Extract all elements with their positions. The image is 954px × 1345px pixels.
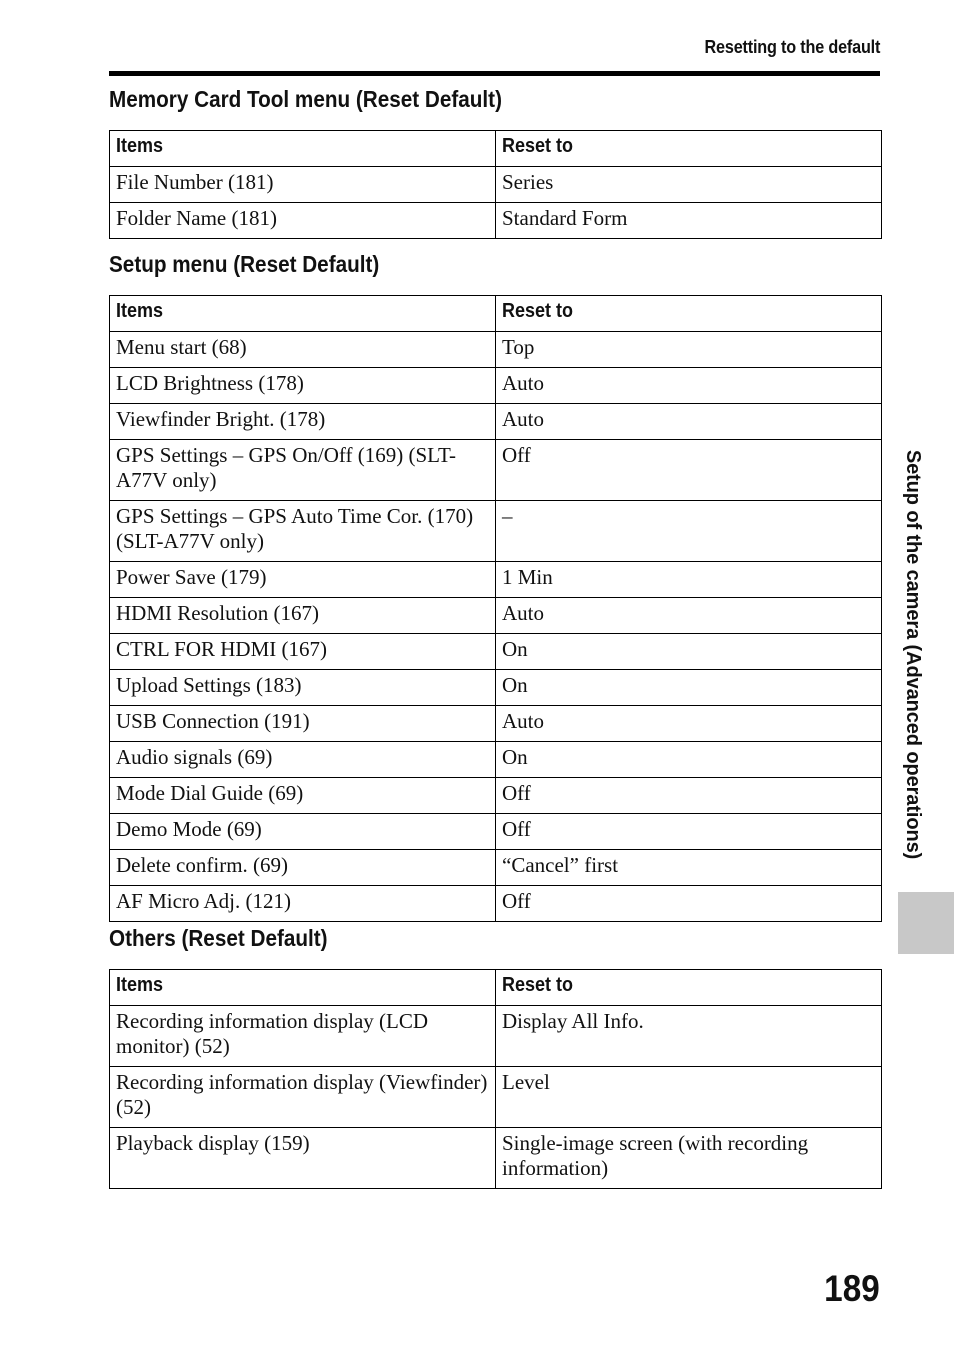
table-row [110, 670, 882, 706]
item-cell: Mode Dial Guide (69) [110, 778, 496, 814]
column-header-reset-to: Reset to [496, 131, 882, 167]
table-row [110, 332, 882, 368]
table-row [110, 404, 882, 440]
reset-cell: Off [496, 778, 882, 814]
reset-cell: “Cancel” first [496, 850, 882, 886]
item-cell: GPS Settings – GPS On/Off (169) (SLT-A77V only) [110, 440, 496, 501]
table-row [110, 1128, 882, 1189]
item-cell: Recording information display (LCD monitor) (52) [110, 1006, 496, 1067]
column-header-items: Items [110, 131, 496, 167]
table-header-row [110, 970, 882, 1006]
reset-cell: Level [496, 1067, 882, 1128]
item-cell: USB Connection (191) [110, 706, 496, 742]
reset-cell: On [496, 670, 882, 706]
reset-cell: Auto [496, 706, 882, 742]
section-title-setup-menu: Setup menu (Reset Default) [109, 251, 380, 277]
item-cell: Upload Settings (183) [110, 670, 496, 706]
item-cell: Recording information display (Viewfinder) (52) [110, 1067, 496, 1128]
reset-cell: Off [496, 886, 882, 922]
reset-cell: Top [496, 332, 882, 368]
reset-cell: Display All Info. [496, 1006, 882, 1067]
section-title-memory-card-tool: Memory Card Tool menu (Reset Default) [109, 86, 502, 112]
running-header: Resetting to the default [704, 37, 880, 57]
others-table [109, 969, 882, 1189]
item-cell: Folder Name (181) [110, 203, 496, 239]
side-chapter-tab [898, 892, 954, 954]
reset-cell: On [496, 742, 882, 778]
column-header-reset-to: Reset to [496, 296, 882, 332]
reset-cell: Series [496, 167, 882, 203]
item-cell: Audio signals (69) [110, 742, 496, 778]
reset-cell: Auto [496, 404, 882, 440]
item-cell: Playback display (159) [110, 1128, 496, 1189]
table-header-row [110, 131, 882, 167]
table-header-row [110, 296, 882, 332]
item-cell: Demo Mode (69) [110, 814, 496, 850]
table-row [110, 850, 882, 886]
table-row [110, 886, 882, 922]
side-chapter-label-text: Setup of the camera (Advanced operations) [902, 449, 925, 859]
table-row [110, 1006, 882, 1067]
table-row [110, 368, 882, 404]
item-cell: Power Save (179) [110, 562, 496, 598]
reset-cell: Auto [496, 368, 882, 404]
reset-cell: 1 Min [496, 562, 882, 598]
column-header-items: Items [110, 296, 496, 332]
table-row [110, 167, 882, 203]
table-row [110, 440, 882, 501]
reset-cell: Off [496, 814, 882, 850]
item-cell: AF Micro Adj. (121) [110, 886, 496, 922]
item-cell: Viewfinder Bright. (178) [110, 404, 496, 440]
item-cell: Delete confirm. (69) [110, 850, 496, 886]
table-row [110, 598, 882, 634]
table-row [110, 814, 882, 850]
column-header-reset-to: Reset to [496, 970, 882, 1006]
reset-cell: Single-image screen (with recording information) [496, 1128, 882, 1189]
item-cell: LCD Brightness (178) [110, 368, 496, 404]
table-row [110, 742, 882, 778]
reset-cell: – [496, 501, 882, 562]
table-row [110, 706, 882, 742]
table-row [110, 203, 882, 239]
header-rule [109, 71, 880, 76]
item-cell: File Number (181) [110, 167, 496, 203]
side-chapter-label [898, 438, 928, 870]
setup-menu-table [109, 295, 882, 922]
section-title-others: Others (Reset Default) [109, 925, 328, 951]
page-number: 189 [824, 1268, 880, 1309]
table-row [110, 778, 882, 814]
reset-cell: On [496, 634, 882, 670]
item-cell: Menu start (68) [110, 332, 496, 368]
reset-cell: Off [496, 440, 882, 501]
item-cell: GPS Settings – GPS Auto Time Cor. (170) (SLT-A77V only) [110, 501, 496, 562]
table-row [110, 1067, 882, 1128]
table-row [110, 501, 882, 562]
table-row [110, 562, 882, 598]
reset-cell: Standard Form [496, 203, 882, 239]
table-row [110, 634, 882, 670]
item-cell: HDMI Resolution (167) [110, 598, 496, 634]
item-cell: CTRL FOR HDMI (167) [110, 634, 496, 670]
column-header-items: Items [110, 970, 496, 1006]
reset-cell: Auto [496, 598, 882, 634]
memory-card-tool-table [109, 130, 882, 239]
